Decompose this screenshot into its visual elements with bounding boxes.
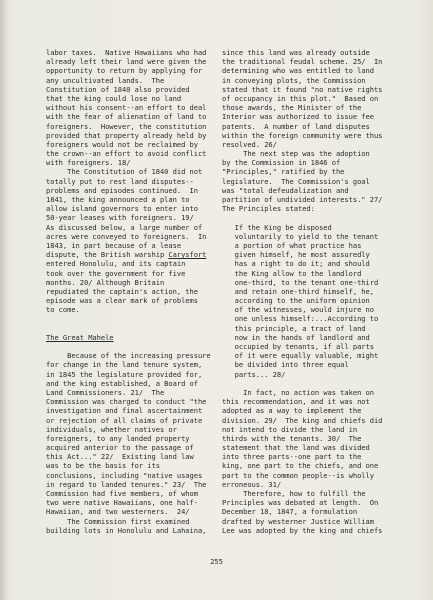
text-line: this recommendation, and it was not [222,397,370,407]
text-line: entered Honolulu, and its captain [46,259,186,269]
page-number: 255 [210,557,223,566]
text-line: parts... 28/ [222,369,286,379]
text-line: and retain one-third himself, he, [222,286,374,296]
text-line: this principle, a tract of land [222,323,366,333]
text-line: those awards, the Minister of the [222,103,362,113]
text-line: voluntarily to yield to the tenant [222,231,379,241]
text-line: be divided into three equal [222,360,349,370]
text-line: according to the uniform opinion [222,296,370,306]
text-line: stated that it found "no native rights [222,84,383,94]
text-line: If the King be disposed [222,222,332,232]
text-line: of it were equally valuable, might [222,351,379,361]
text-line: one-third, to the tenant one-third [222,277,379,287]
text-line: determining who was entitled to land [222,66,374,76]
text-line: totally put to rest land disputes-- [46,176,194,186]
text-line: without his consent--an effort to deal [46,103,207,113]
text-line: of the witnesses, would injure no [222,305,374,315]
text-line: not intend to divide the land in [222,424,358,434]
text-line: that the king could lose no land [46,93,182,103]
ship-name: Carysfort [168,250,207,260]
left-column [46,48,216,535]
text-line: since this land was already outside [222,48,370,57]
text-line [46,342,216,351]
text-line: Commission was charged to conduct "the [46,397,207,407]
text-line: provided that property already held by [46,130,207,140]
text-line: with foreigners. 18/ [46,158,131,168]
text-line: episode was a clear mark of problems [46,296,198,306]
text-line: legislature. The Commission's goal [222,176,370,186]
text-line: Interior was authorized to issue fee [222,112,374,122]
text-line: with the fear of alienation of land to [46,112,207,122]
text-line: part to the common people--is wholly [222,470,374,480]
text-line: took over the government for five [46,268,186,278]
text-line: foreigners would not be reclaimed by [46,139,198,149]
text-line: erroneous. 31/ [222,479,282,489]
text-line: Because of the increasing pressure [46,351,211,361]
text-line: partition of undivided interests." 27/ [222,195,383,204]
text-line: The Principles stated: [222,204,315,214]
text-line: in regard to landed tenures." 23/ The [46,479,207,489]
text-line: this Act..." 22/ Existing land law [46,452,194,462]
text-line: The Commission first examined [46,516,190,526]
text-line [46,314,216,323]
text-line: 1841, the king announced a plan to [46,195,190,204]
text-line: into three parts--one part to the [222,452,362,462]
text-line: foreigners, to any landed property [46,433,190,443]
text-line: now in the hands of landlord and [222,332,370,342]
text-line: king, one part to the chiefs, and one [222,461,379,471]
text-line: 1843, in part because of a lease [46,240,182,250]
text-line: In fact, no action was taken on [222,387,374,397]
text-line: "Principles," ratified by the [222,167,345,177]
text-line: within the foreign community were thus [222,130,383,140]
text-line: the King allow to the landlord [222,268,362,278]
text-line: allow island governors to enter into [46,204,198,214]
text-line: of occupancy in this plot." Based on [222,93,379,103]
text-line: Land Commissioners. 21/ The [46,387,165,397]
section-heading: The Great Mahele [46,332,114,342]
text-line: 50-year leases with foreigners. 19/ [46,213,194,223]
text-line: the traditional feudal scheme. 25/ In [222,57,383,67]
text-line: opportunity to return by applying for [46,66,203,76]
text-line [222,379,402,388]
text-line: December 18, 1847, a formulation [222,507,358,517]
text-line: investigation and final ascertainment [46,406,203,416]
text-line: problems and episodes continued. In [46,185,198,195]
text-line: in conveying plots, the Commission [222,75,366,85]
text-line: one unless himself:...According to [222,314,379,324]
text-line: dispute, the British warship Carysfort [46,250,207,260]
text-line: acres were conveyed to foreigners. In [46,231,207,241]
right-column [222,48,402,535]
text-line: The next step was the adoption [222,149,370,159]
text-line: Hawaiian, and two westerners. 24/ [46,507,190,517]
text-line: to come. [46,305,80,315]
text-line: Lee was adopted by the king and chiefs [222,525,383,535]
text-line: building lots in Honolulu and Lahaina, [46,525,207,535]
text-line: thirds with the tenants. 30/ The [222,433,362,443]
text-line: the crown--an effort to avoid conflict [46,149,207,159]
text-line: occupied by tenants, if all parts [222,342,374,351]
text-line: was to be the basis for its [46,461,160,471]
text-line: Therefore, how to fulfill the [222,489,366,498]
text-line: drafted by westerner Justice William [222,516,374,526]
text-line: for change in the land tenure system, [46,360,203,370]
text-line: Commission had five members, of whom [46,489,198,498]
text-line: repudiated the captain's action, the [46,286,198,296]
text-line: labor taxes. Native Hawaiians who had [46,48,207,57]
text-line: months. 20/ Although Britain [46,277,165,287]
text-line: Principles was debated at length. On [222,498,379,508]
text-line: by the Commission in 1846 of [222,158,341,168]
text-line: foreigners. However, the constitution [46,121,207,131]
text-line: conclusions, including "native usages [46,470,203,480]
text-line: individuals, whether natives or [46,424,177,434]
text-line: any uncultivated lands. The [46,75,165,85]
text-line: division. 29/ The king and chiefs did [222,415,383,425]
text-line: already left their land were given the [46,57,207,67]
text-line [46,324,216,333]
text-line: patents. A number of land disputes [222,121,370,131]
text-line: adopted as a way to implement the [222,406,362,416]
text-line: has a right to do it; and should [222,259,370,269]
text-line: was "total defeudalization and [222,185,349,195]
text-line: or rejection of all claims of private [46,415,203,425]
text-line: statement that the land was divided [222,443,370,453]
text-line: and the king established, a Board of [46,378,198,388]
text-line: given himself, he most assuredly [222,250,370,260]
text-line [222,213,402,222]
spine-shadow [0,0,8,600]
text-line: Constitution of 1840 also provided [46,84,190,94]
text-line: acquired anterior to the passage of [46,443,194,453]
text-line: in 1845 the legislature provided for, [46,369,203,379]
text-line: resolved. 26/ [222,139,277,149]
text-line: two were native Hawaiians, one half- [46,498,198,508]
text-line: The Constitution of 1840 did not [46,167,203,177]
text-line: As discussed below, a large number of [46,222,203,232]
text-line: a portion of what practice has [222,240,362,250]
